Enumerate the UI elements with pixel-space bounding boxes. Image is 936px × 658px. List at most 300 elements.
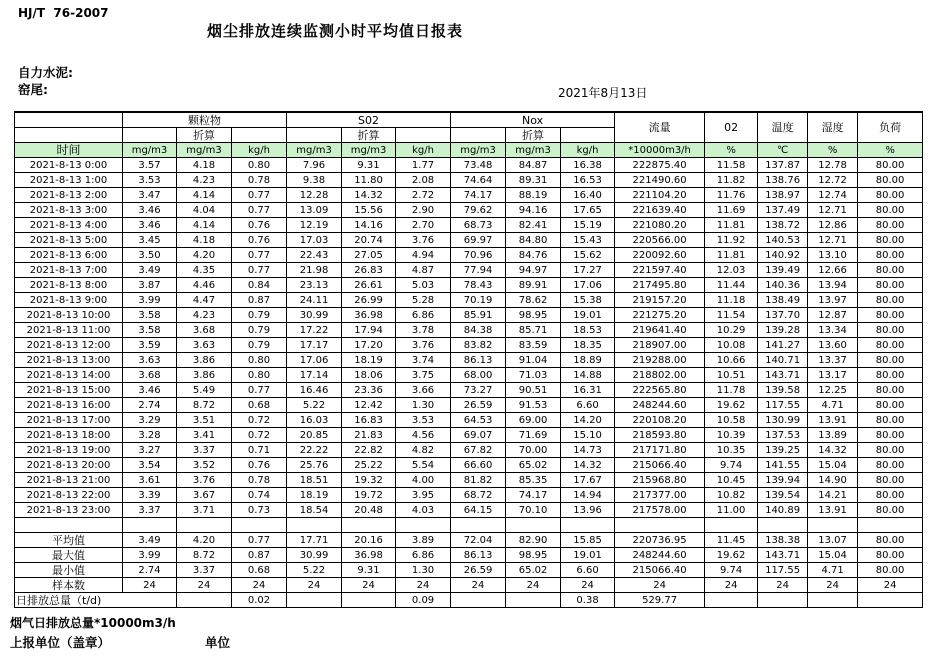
time-cell: 2021-8-13 3:00 [15, 203, 123, 218]
value-cell: 14.90 [808, 473, 858, 488]
value-cell: 18.51 [287, 473, 342, 488]
value-cell: 20.85 [287, 428, 342, 443]
value-cell: 20.74 [342, 233, 396, 248]
value-cell: 18.53 [561, 323, 615, 338]
value-cell: 12.71 [808, 233, 858, 248]
value-cell: 139.25 [758, 443, 808, 458]
site-name: 窑尾: [18, 82, 48, 97]
table-row [15, 203, 923, 218]
unit-header: mg/m3 [342, 143, 396, 158]
value-cell: 217171.80 [615, 443, 705, 458]
value-cell: 70.00 [506, 443, 561, 458]
value-cell: 73.48 [451, 158, 506, 173]
reporting-unit-label: 上报单位（盖章） [10, 635, 111, 650]
table-row [15, 233, 923, 248]
value-cell: 221597.40 [615, 263, 705, 278]
value-cell: 13.09 [287, 203, 342, 218]
time-cell: 2021-8-13 7:00 [15, 263, 123, 278]
value-cell: 2.70 [396, 218, 451, 233]
value-cell: 80.00 [858, 353, 923, 368]
value-cell: 140.89 [758, 503, 808, 518]
value-cell: 81.82 [451, 473, 506, 488]
time-cell: 2021-8-13 14:00 [15, 368, 123, 383]
value-cell [705, 593, 758, 608]
value-cell: 4.87 [396, 263, 451, 278]
value-cell: 0.68 [232, 563, 287, 578]
value-cell: 24 [758, 578, 808, 593]
value-cell: 13.60 [808, 338, 858, 353]
unit-header-o2: % [705, 143, 758, 158]
value-cell: 12.72 [808, 173, 858, 188]
value-cell: 7.96 [287, 158, 342, 173]
value-cell: 6.86 [396, 548, 451, 563]
value-cell: 3.50 [123, 248, 177, 263]
value-cell: 221104.20 [615, 188, 705, 203]
value-cell: 71.69 [506, 428, 561, 443]
value-cell: 13.10 [808, 248, 858, 263]
value-cell: 11.45 [705, 533, 758, 548]
value-cell: 11.44 [705, 278, 758, 293]
value-cell: 17.06 [287, 353, 342, 368]
value-cell: 19.72 [342, 488, 396, 503]
value-cell: 143.71 [758, 548, 808, 563]
value-cell: 66.60 [451, 458, 506, 473]
value-cell: 3.89 [396, 533, 451, 548]
blank-cell [561, 518, 615, 533]
blank-header [123, 128, 177, 143]
value-cell: 17.03 [287, 233, 342, 248]
value-cell: 222875.40 [615, 158, 705, 173]
value-cell: 9.74 [705, 458, 758, 473]
time-cell: 2021-8-13 23:00 [15, 503, 123, 518]
value-cell: 74.17 [506, 488, 561, 503]
value-cell: 138.38 [758, 533, 808, 548]
value-cell: 4.82 [396, 443, 451, 458]
value-cell: 2.74 [123, 563, 177, 578]
value-cell: 24 [177, 578, 232, 593]
value-cell: 26.61 [342, 278, 396, 293]
value-cell: 141.55 [758, 458, 808, 473]
value-cell: 4.47 [177, 293, 232, 308]
value-cell: 24 [808, 578, 858, 593]
value-cell: 14.21 [808, 488, 858, 503]
table-header [15, 112, 923, 158]
value-cell: 218907.00 [615, 338, 705, 353]
time-cell: 2021-8-13 5:00 [15, 233, 123, 248]
value-cell: 11.00 [705, 503, 758, 518]
value-cell: 3.53 [123, 173, 177, 188]
value-cell: 0.09 [396, 593, 451, 608]
table-row [15, 323, 923, 338]
value-cell: 221490.60 [615, 173, 705, 188]
value-cell: 80.00 [858, 533, 923, 548]
value-cell: 69.97 [451, 233, 506, 248]
table-row [15, 503, 923, 518]
value-cell: 3.66 [396, 383, 451, 398]
summary-label: 平均值 [15, 533, 123, 548]
value-cell: 82.90 [506, 533, 561, 548]
value-cell: 3.75 [396, 368, 451, 383]
value-cell: 20.16 [342, 533, 396, 548]
value-cell: 3.49 [123, 263, 177, 278]
value-cell: 8.72 [177, 398, 232, 413]
value-cell: 30.99 [287, 548, 342, 563]
value-cell: 0.80 [232, 368, 287, 383]
value-cell: 69.07 [451, 428, 506, 443]
value-cell: 140.92 [758, 248, 808, 263]
value-cell: 91.53 [506, 398, 561, 413]
time-cell: 2021-8-13 16:00 [15, 398, 123, 413]
value-cell: 24 [451, 578, 506, 593]
value-cell: 117.55 [758, 563, 808, 578]
unit-header: mg/m3 [451, 143, 506, 158]
value-cell: 3.74 [396, 353, 451, 368]
summary-row [15, 548, 923, 563]
value-cell: 22.22 [287, 443, 342, 458]
value-cell: 15.19 [561, 218, 615, 233]
value-cell: 4.20 [177, 248, 232, 263]
value-cell: 68.00 [451, 368, 506, 383]
value-cell: 11.18 [705, 293, 758, 308]
value-cell [506, 593, 561, 608]
value-cell: 12.66 [808, 263, 858, 278]
group-header-nox: Nox [451, 112, 615, 128]
value-cell: 24 [705, 578, 758, 593]
value-cell: 14.94 [561, 488, 615, 503]
value-cell: 11.80 [342, 173, 396, 188]
value-cell: 139.94 [758, 473, 808, 488]
value-cell: 217377.00 [615, 488, 705, 503]
unit-header: mg/m3 [506, 143, 561, 158]
table-row [15, 353, 923, 368]
value-cell: 19.01 [561, 548, 615, 563]
blank-cell [232, 518, 287, 533]
value-cell: 18.19 [342, 353, 396, 368]
value-cell: 13.17 [808, 368, 858, 383]
value-cell: 19.62 [705, 548, 758, 563]
value-cell: 27.05 [342, 248, 396, 263]
value-cell: 13.89 [808, 428, 858, 443]
value-cell: 90.51 [506, 383, 561, 398]
value-cell: 3.51 [177, 413, 232, 428]
value-cell: 20.48 [342, 503, 396, 518]
value-cell: 4.14 [177, 218, 232, 233]
value-cell: 83.59 [506, 338, 561, 353]
blank-cell [287, 518, 342, 533]
value-cell: 3.86 [177, 353, 232, 368]
value-cell: 18.54 [287, 503, 342, 518]
value-cell: 17.22 [287, 323, 342, 338]
value-cell: 3.61 [123, 473, 177, 488]
value-cell: 138.49 [758, 293, 808, 308]
table-row [15, 488, 923, 503]
value-cell: 221639.40 [615, 203, 705, 218]
value-cell: 16.46 [287, 383, 342, 398]
value-cell [287, 593, 342, 608]
value-cell: 0.77 [232, 188, 287, 203]
value-cell: 80.00 [858, 218, 923, 233]
value-cell: 89.31 [506, 173, 561, 188]
unit-header-humidity: % [808, 143, 858, 158]
blank-cell [15, 518, 123, 533]
value-cell: 23.36 [342, 383, 396, 398]
value-cell: 3.28 [123, 428, 177, 443]
value-cell: 16.03 [287, 413, 342, 428]
value-cell: 13.91 [808, 413, 858, 428]
table-row [15, 188, 923, 203]
time-cell: 2021-8-13 22:00 [15, 488, 123, 503]
value-cell: 3.71 [177, 503, 232, 518]
value-cell: 220736.95 [615, 533, 705, 548]
value-cell [758, 593, 808, 608]
time-cell: 2021-8-13 1:00 [15, 173, 123, 188]
value-cell: 24 [342, 578, 396, 593]
value-cell: 139.28 [758, 323, 808, 338]
value-cell: 0.74 [232, 488, 287, 503]
value-cell: 80.00 [858, 383, 923, 398]
value-cell: 220566.00 [615, 233, 705, 248]
value-cell: 10.29 [705, 323, 758, 338]
value-cell: 14.32 [808, 443, 858, 458]
unit-label: 单位 [205, 635, 231, 650]
value-cell: 0.79 [232, 308, 287, 323]
value-cell: 16.83 [342, 413, 396, 428]
value-cell: 0.77 [232, 263, 287, 278]
value-cell: 11.69 [705, 203, 758, 218]
value-cell: 10.58 [705, 413, 758, 428]
value-cell: 3.47 [123, 188, 177, 203]
value-cell: 12.19 [287, 218, 342, 233]
value-cell: 18.19 [287, 488, 342, 503]
value-cell: 85.71 [506, 323, 561, 338]
value-cell: 0.73 [232, 503, 287, 518]
value-cell: 12.28 [287, 188, 342, 203]
table-row [15, 383, 923, 398]
table-row [15, 308, 923, 323]
value-cell: 1.30 [396, 563, 451, 578]
summary-label: 最大值 [15, 548, 123, 563]
value-cell: 10.35 [705, 443, 758, 458]
value-cell: 70.10 [506, 503, 561, 518]
value-cell: 3.46 [123, 203, 177, 218]
value-cell: 64.53 [451, 413, 506, 428]
value-cell [177, 593, 232, 608]
value-cell: 18.06 [342, 368, 396, 383]
value-cell: 68.72 [451, 488, 506, 503]
value-cell: 91.04 [506, 353, 561, 368]
time-cell: 2021-8-13 20:00 [15, 458, 123, 473]
value-cell: 12.03 [705, 263, 758, 278]
value-cell: 10.82 [705, 488, 758, 503]
value-cell: 11.92 [705, 233, 758, 248]
table-body [15, 158, 923, 608]
blank-cell [123, 518, 177, 533]
value-cell: 3.95 [396, 488, 451, 503]
value-cell: 80.00 [858, 248, 923, 263]
value-cell: 16.38 [561, 158, 615, 173]
standard-code: HJ/T 76-2007 [18, 6, 109, 20]
value-cell: 14.32 [561, 458, 615, 473]
value-cell: 15.85 [561, 533, 615, 548]
value-cell: 4.23 [177, 173, 232, 188]
value-cell: 0.76 [232, 458, 287, 473]
value-cell: 11.82 [705, 173, 758, 188]
table-row [15, 173, 923, 188]
value-cell: 143.71 [758, 368, 808, 383]
value-cell: 11.81 [705, 218, 758, 233]
value-cell: 4.04 [177, 203, 232, 218]
value-cell: 3.52 [177, 458, 232, 473]
time-column-header: 时间 [15, 143, 123, 158]
value-cell: 17.67 [561, 473, 615, 488]
emissions-table [14, 111, 923, 608]
time-cell: 2021-8-13 9:00 [15, 293, 123, 308]
table-row [15, 263, 923, 278]
value-cell: 3.76 [177, 473, 232, 488]
time-cell: 2021-8-13 0:00 [15, 158, 123, 173]
value-cell: 3.37 [123, 503, 177, 518]
value-cell: 5.22 [287, 563, 342, 578]
value-cell: 3.45 [123, 233, 177, 248]
value-cell: 80.00 [858, 233, 923, 248]
value-cell: 79.62 [451, 203, 506, 218]
value-cell: 30.99 [287, 308, 342, 323]
value-cell: 80.00 [858, 263, 923, 278]
value-cell: 85.35 [506, 473, 561, 488]
value-cell: 13.37 [808, 353, 858, 368]
value-cell: 4.23 [177, 308, 232, 323]
value-cell: 3.76 [396, 233, 451, 248]
value-cell [451, 593, 506, 608]
value-cell: 222565.80 [615, 383, 705, 398]
value-cell: 1.77 [396, 158, 451, 173]
value-cell: 4.20 [177, 533, 232, 548]
value-cell: 3.68 [177, 323, 232, 338]
value-cell: 140.36 [758, 278, 808, 293]
value-cell: 64.15 [451, 503, 506, 518]
table-row [15, 428, 923, 443]
value-cell: 3.46 [123, 383, 177, 398]
value-cell: 5.03 [396, 278, 451, 293]
value-cell: 2.90 [396, 203, 451, 218]
table-row [15, 158, 923, 173]
value-cell: 80.00 [858, 308, 923, 323]
time-cell: 2021-8-13 17:00 [15, 413, 123, 428]
value-cell: 17.65 [561, 203, 615, 218]
value-cell: 17.71 [287, 533, 342, 548]
blank-header [561, 128, 615, 143]
value-cell: 248244.60 [615, 548, 705, 563]
value-cell: 17.94 [342, 323, 396, 338]
value-cell: 215968.80 [615, 473, 705, 488]
value-cell: 137.70 [758, 308, 808, 323]
value-cell: 3.67 [177, 488, 232, 503]
value-cell: 24.11 [287, 293, 342, 308]
value-cell: 0.72 [232, 428, 287, 443]
table-row [15, 368, 923, 383]
value-cell: 15.10 [561, 428, 615, 443]
value-cell: 137.87 [758, 158, 808, 173]
value-cell: 71.03 [506, 368, 561, 383]
value-cell: 0.02 [232, 593, 287, 608]
value-cell: 83.82 [451, 338, 506, 353]
blank-cell [342, 518, 396, 533]
value-cell: 13.34 [808, 323, 858, 338]
value-cell: 22.43 [287, 248, 342, 263]
blank-cell [858, 518, 923, 533]
table-row [15, 413, 923, 428]
value-cell: 221275.20 [615, 308, 705, 323]
value-cell: 9.74 [705, 563, 758, 578]
value-cell: 26.59 [451, 398, 506, 413]
value-cell: 94.97 [506, 263, 561, 278]
value-cell: 65.02 [506, 563, 561, 578]
time-cell: 2021-8-13 15:00 [15, 383, 123, 398]
value-cell: 3.27 [123, 443, 177, 458]
value-cell: 219157.20 [615, 293, 705, 308]
value-cell: 0.68 [232, 398, 287, 413]
value-cell: 3.99 [123, 293, 177, 308]
time-cell: 2021-8-13 6:00 [15, 248, 123, 263]
blank-header [232, 128, 287, 143]
time-cell: 2021-8-13 4:00 [15, 218, 123, 233]
value-cell: 10.51 [705, 368, 758, 383]
value-cell: 10.39 [705, 428, 758, 443]
summary-row [15, 563, 923, 578]
value-cell: 80.00 [858, 188, 923, 203]
value-cell: 6.86 [396, 308, 451, 323]
value-cell: 14.20 [561, 413, 615, 428]
value-cell: 0.84 [232, 278, 287, 293]
value-cell: 218593.80 [615, 428, 705, 443]
value-cell: 80.00 [858, 323, 923, 338]
value-cell: 15.38 [561, 293, 615, 308]
value-cell: 23.13 [287, 278, 342, 293]
daily-total-label: 日排放总量（t/d) [15, 593, 177, 608]
value-cell: 0.77 [232, 248, 287, 263]
value-cell: 24 [561, 578, 615, 593]
value-cell: 12.86 [808, 218, 858, 233]
value-cell: 4.18 [177, 233, 232, 248]
value-cell: 12.42 [342, 398, 396, 413]
value-cell: 16.40 [561, 188, 615, 203]
value-cell: 16.31 [561, 383, 615, 398]
time-cell: 2021-8-13 19:00 [15, 443, 123, 458]
value-cell: 15.62 [561, 248, 615, 263]
value-cell: 5.22 [287, 398, 342, 413]
value-cell: 0.87 [232, 548, 287, 563]
table-row [15, 443, 923, 458]
value-cell: 0.72 [232, 413, 287, 428]
value-cell: 248244.60 [615, 398, 705, 413]
value-cell: 4.03 [396, 503, 451, 518]
value-cell: 78.62 [506, 293, 561, 308]
value-cell: 130.99 [758, 413, 808, 428]
value-cell: 139.58 [758, 383, 808, 398]
value-cell: 140.71 [758, 353, 808, 368]
value-cell: 3.87 [123, 278, 177, 293]
value-cell: 0.79 [232, 338, 287, 353]
report-title: 烟尘排放连续监测小时平均值日报表 [207, 22, 464, 40]
value-cell: 5.54 [396, 458, 451, 473]
value-cell: 9.38 [287, 173, 342, 188]
blank-cell [396, 518, 451, 533]
value-cell: 84.80 [506, 233, 561, 248]
value-cell: 0.77 [232, 383, 287, 398]
value-cell: 21.83 [342, 428, 396, 443]
unit-header-temperature: ℃ [758, 143, 808, 158]
value-cell: 3.37 [177, 443, 232, 458]
